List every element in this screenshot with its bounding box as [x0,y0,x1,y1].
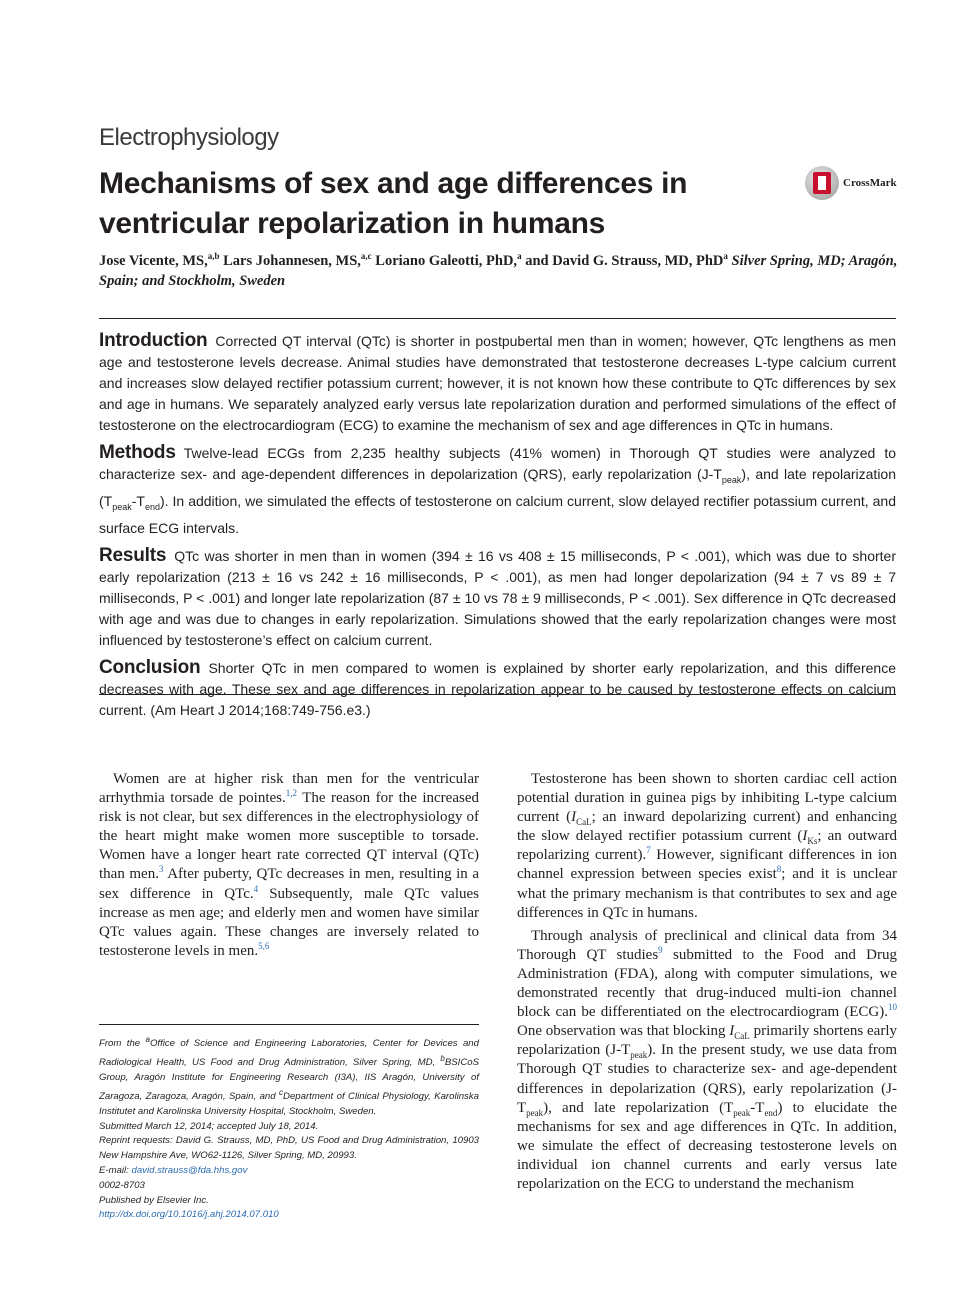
citation-link[interactable]: 1,2 [285,788,298,799]
citation-link[interactable]: 8 [776,864,782,875]
body-text: ; an inward depolarizing current) and enhancing the slow delayed rectifier potassium current ( [517,809,898,845]
abstract-results [99,545,896,651]
email-line [99,1164,479,1179]
subscript: peak [526,1107,544,1118]
article-title: Mechanisms of sex and age differences in ventricular repolarization in humans [99,167,688,240]
author-name: Loriano Galeotti, PhD, [375,252,518,269]
abstract-heading: Introduction [99,330,208,351]
abstract-text: Twelve-lead ECGs from 2,235 healthy subjects (41% women) in Thorough QT studies were analyzed to characterize sex- and age-dependent differences in depolarization (QRS), early repolarization (J-T [99,445,896,482]
abstract-conclusion [99,657,896,721]
abstract-heading: Results [99,544,167,566]
symbol: I [729,1023,735,1040]
body-column-left [99,770,479,965]
abstract-heading: Methods [99,442,176,463]
body-text: ; and it is unclear what the primary mechanism is that contributes to sex and age differences in QTc in humans. [517,866,897,921]
abstract-text: -T [131,492,145,509]
publisher-line: Published by Elsevier Inc. [99,1194,209,1206]
author-name: Jose Vicente, MS, [99,252,208,269]
body-text: ), and late repolarization (T [543,1099,734,1116]
abstract-heading: Conclusion [99,656,201,678]
abstract-text: ), and late repolarization (T [99,466,897,509]
body-text: Women are at higher risk than men for the ventricular arrhythmia torsade de pointes. [99,771,479,807]
affiliations [99,1033,479,1120]
affiliation-marker: a,c [360,251,372,261]
citation-link[interactable]: 9 [658,944,663,955]
citation-link[interactable]: 7 [646,845,651,856]
body-text: submitted to the Food and Drug Administration (FDA), along with computer simulations, we demonstrated recently that drug-induced multi-ion channel block can be differentiated on the electrocardiogram (ECG). [517,946,897,1021]
subscript: peak [630,1050,648,1061]
divider-top [99,318,896,319]
author-name: Lars Johannesen, MS, [223,252,361,269]
symbol: I [802,828,808,845]
footnotes [99,1033,479,1223]
body-text: The reason for the increased risk is not clear, but sex differences in the electrophysiology of the heart might make women more susceptible to torsade. Women have a longer heart rate corrected QT interval (QTc) than men. [99,790,479,883]
journal-code: 0002-8703 [99,1179,145,1191]
email-label: E-mail: [99,1164,132,1176]
body-text: primarily shortens early repolarization (J-T [517,1023,897,1059]
body-text: After puberty, QTc decreases in men, resulting in a sex difference in QTc. [99,866,480,902]
citation-link[interactable]: 5,6 [258,940,270,951]
footnote-text: Office of Science and Engineering Laboratories, Center for Devices and Radiological Health, US Food and Drug Administration, Silver Spring, MD, [99,1038,479,1069]
subscript: peak [112,501,132,512]
citation-link[interactable]: 4 [253,883,259,894]
reprint-requests: Reprint requests: David G. Strauss, MD, PhD, US Food and Drug Administration, 10903 New Hampshire Ave, WO62-1126, Silver Spring, MD, 20993. [99,1135,479,1162]
abstract-text: ). In addition, we simulated the effects of testosterone on calcium current, slow delayed rectifier potassium current, and surface ECG intervals. [99,492,896,536]
subscript: Ks [807,836,818,847]
abstract-text: QTc was shorter in men than in women (394 ± 16 vs 408 ± 15 milliseconds, P < .001), which was due to shorter early repolarization (213 ± 16 vs 242 ± 16 milliseconds, P < .001), as men had longer depolarization (94 ± 7 vs 89 ± 7 milliseconds, P < .001) and longer late repolarization (87 ± 10 vs 78 ± 9 milliseconds, P < .001). Sex difference in QTc decreased with age and was due to changes in early repolarization. Simulations showed that the early repolarization changes were most influenced by testosterone’s effect on calcium current. [99,547,896,648]
body-paragraph [99,770,479,961]
affiliation-marker: b [440,1053,445,1063]
subscript: end [764,1107,778,1118]
author-locations: Silver Spring, MD; Aragón, Spain; and Stockholm, Sweden [99,252,898,289]
subscript: peak [721,474,742,485]
email-link[interactable]: david.strauss@fda.hhs.gov [131,1164,248,1176]
author-conjunction: and [525,252,549,269]
body-text: However, significant differences in ion channel expression between species exist [517,847,897,883]
abstract [99,330,896,727]
body-text: Subsequently, male QTc values increase as men age; and elderly men and women have similar QTc values again. These changes are inversely related to testosterone levels in men. [99,885,479,959]
subscript: CaL [576,817,592,828]
body-text: Testosterone has been shown to shorten cardiac cell action potential duration in guinea pigs by inhibiting L-type calcium current ( [517,771,897,826]
footnote-text: Department of Clinical Physiology, Karolinska Institutet and Karolinska University Hospital, Stockholm, Sweden. [99,1090,479,1117]
crossmark-badge[interactable] [805,166,897,200]
body-text: -T [750,1099,765,1116]
abstract-text: Corrected QT interval (QTc) is shorter in postpubertal men than in women; however, QTc lengthens as men age and testosterone levels decrease. Animal studies have demonstrated that testosterone decreases L-type calcium current and increases slow delayed rectifier potassium current; however, it is not known how these contribute to QTc differences by sex and age in humans. We separately analyzed early versus late repolarization duration and performed simulations of the effect of testosterone on the electrocardiogram (ECG) to examine the mechanism of sex and age differences in QTc in humans. [99,333,896,433]
doi-link[interactable]: http://dx.doi.org/10.1016/j.ahj.2014.07.010 [99,1209,279,1221]
affiliation-marker: a [723,251,728,261]
section-label: Electrophysiology [99,124,279,151]
abstract-methods [99,442,896,539]
crossmark-label: CrossMark [843,177,897,189]
body-text: ). In the present study, we use data from Thorough QT studies to characterize sex- and age-dependent differences in depolarization (QRS), early repolarization (J-T [517,1042,897,1116]
subscript: peak [733,1107,751,1118]
footnote-rule [99,1024,479,1025]
body-text: One observation was that blocking [517,1023,730,1040]
affiliation-marker: a,b [207,251,220,261]
affiliation-marker: a [145,1035,150,1044]
crossmark-icon [805,166,839,200]
body-text: ) to elucidate the mechanisms for sex and age differences in QTc. In addition, we simulate the effect of decreasing testosterone levels on individual ion channel currents and early versus late repolarization on the ECG to understand the mechanism [517,1099,897,1192]
body-paragraph [517,770,897,923]
body-paragraph [517,927,897,1194]
symbol: I [571,809,577,826]
divider-bottom [99,694,896,695]
footnote-text: From the [99,1038,146,1050]
citation-link[interactable]: 3 [158,864,164,875]
affiliation-marker: c [279,1087,284,1097]
subscript: end [144,501,160,512]
subscript: CaL [734,1031,750,1042]
submission-dates: Submitted March 12, 2014; accepted July 18, 2014. [99,1120,319,1132]
citation-link[interactable]: 10 [888,1002,897,1013]
body-column-right [517,770,897,1198]
author-list [99,246,899,291]
abstract-introduction [99,330,896,436]
footnote-text: BSICoS Group, Aragón Institute for Engineering Research (I3A), IIS Aragón, University of Zaragoza, Zaragoza, Aragón, Spain, and [99,1057,479,1102]
abstract-text: Shorter QTc in men compared to women is explained by shorter early repolarization, and this difference decreases with age. These sex and age differences in repolarization appear to be caused by testosterone effects on calcium current. (Am Heart J 2014;168:749-756.e3.) [99,659,896,718]
author-name: David G. Strauss, MD, PhD [552,252,724,269]
affiliation-marker: a [517,251,522,261]
body-text: Through analysis of preclinical and clinical data from 34 Thorough QT studies [517,927,897,963]
body-text: ; an outward repolarizing current). [517,828,897,864]
